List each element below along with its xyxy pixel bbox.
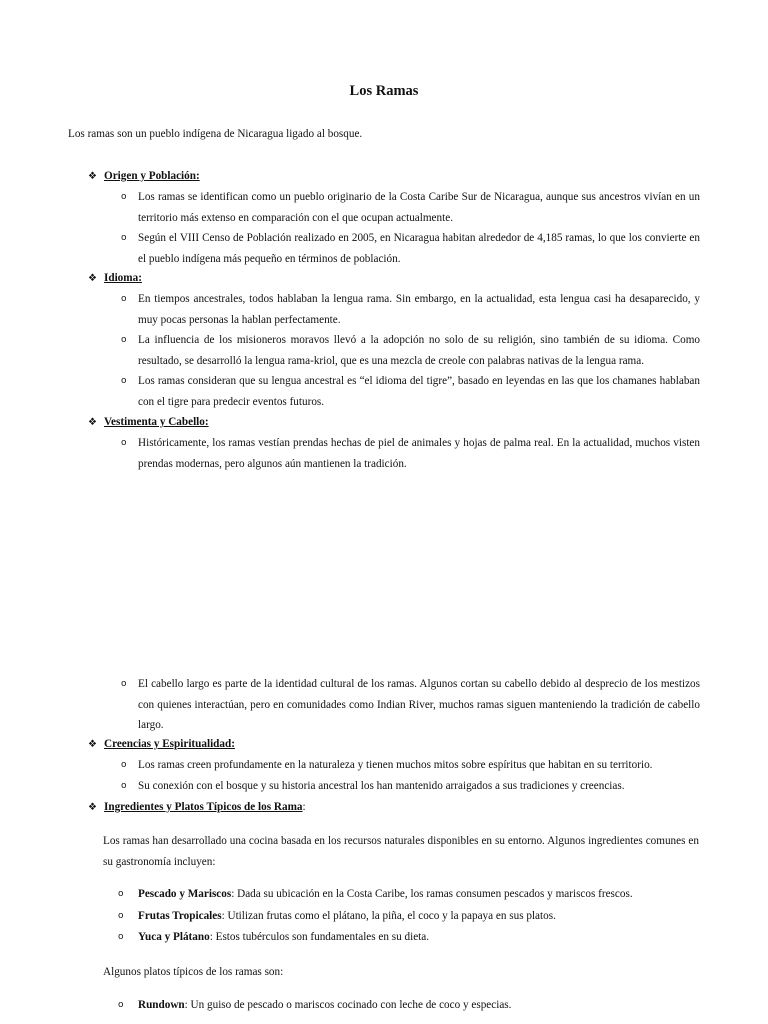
circle-bullet-icon: o: [121, 679, 127, 689]
circle-bullet-icon: o: [118, 1000, 124, 1010]
list-item: o La influencia de los misioneros moravos llevó a la adopción no solo de su religión, sino también de su idioma. Como resultado, se desarrolló la lengua rama-kriol, que es una mezcla de creole con palabras nativas de la lengua rama.: [121, 330, 700, 371]
diamond-outline-bullet-icon: ❖: [88, 801, 97, 813]
diamond-bullet-icon: ❖: [88, 738, 97, 750]
section-ingredientes: ❖ Ingredientes y Platos Típicos de los Rama :: [88, 801, 306, 813]
food-intro-paragraph: Los ramas han desarrollado una cocina basada en los recursos naturales disponibles en su entorno. Algunos ingredientes comunes en su gastronomía incluyen:: [103, 835, 699, 868]
list-item: o Frutas Tropicales: Utilizan frutas como el plátano, la piña, el coco y la papaya en sus platos.: [103, 906, 699, 928]
list-item: o Los ramas creen profundamente en la naturaleza y tienen muchos mitos sobre espíritus que habitan en su territorio.: [121, 755, 700, 776]
circle-bullet-icon: o: [118, 889, 124, 899]
circle-bullet-icon: o: [118, 932, 124, 942]
list-item: o Yuca y Plátano: Estos tubérculos son fundamentales en su dieta.: [103, 927, 699, 949]
circle-bullet-icon: o: [121, 294, 127, 304]
section-vestimenta: [88, 413, 700, 474]
diamond-bullet-icon: ❖: [88, 170, 97, 182]
circle-bullet-icon: o: [118, 910, 124, 921]
intro-paragraph: Los ramas son un pueblo indígena de Nicaragua ligado al bosque.: [68, 128, 363, 140]
list-item: o Pescado y Mariscos: Dada su ubicación en la Costa Caribe, los ramas consumen pescados y mariscos frescos.: [103, 884, 699, 906]
dishes-intro: Algunos platos típicos de los ramas son:: [103, 966, 284, 978]
list-item: o El cabello largo es parte de la identidad cultural de los ramas. Algunos cortan su cabello debido al desprecio de los mestizos con quienes interactúan, pero en comunidades como Indian River, muchos ramas siguen manteniendo la tradición de cabello largo.: [121, 674, 700, 736]
list-item: o Los ramas consideran que su lengua ancestral es “el idioma del tigre”, basado en leyendas en las que los chamanes hablaban con el tigre para predecir eventos futuros.: [121, 371, 700, 412]
circle-bullet-icon: o: [121, 780, 127, 791]
list-item: o Su conexión con el bosque y su historia ancestral los han mantenido arraigados a sus tradiciones y creencias.: [121, 776, 700, 797]
page-title: Los Ramas: [349, 83, 419, 99]
circle-bullet-icon: o: [121, 335, 127, 345]
list-item: o Históricamente, los ramas vestían prendas hechas de piel de animales y hojas de palma real. En la actualidad, muchos visten prendas modernas, pero algunos aún mantienen la tradición.: [121, 433, 700, 474]
section-heading: Creencias y Espiritualidad:: [104, 738, 235, 750]
dishes-list: [103, 995, 699, 1017]
section-vestimenta-continued: [88, 674, 700, 736]
circle-bullet-icon: o: [121, 760, 127, 770]
section-heading: Vestimenta y Cabello:: [104, 416, 209, 428]
diamond-bullet-icon: ❖: [88, 272, 97, 284]
section-creencias: [88, 735, 700, 796]
list-item: o Según el VIII Censo de Población realizado en 2005, en Nicaragua habitan alrededor de 4,185 ramas, lo que los convierte en el pueblo indígena más pequeño en términos de población.: [121, 228, 700, 269]
section-idioma: [88, 269, 700, 412]
circle-bullet-icon: o: [121, 192, 127, 202]
circle-bullet-icon: o: [121, 376, 127, 386]
section-origen: [88, 167, 700, 269]
ingredients-list: [103, 884, 699, 949]
section-heading: Ingredientes y Platos Típicos de los Rama: [104, 801, 303, 813]
list-item: o Rundown: Un guiso de pescado o mariscos cocinado con leche de coco y especias.: [103, 995, 699, 1017]
diamond-bullet-icon: ❖: [88, 416, 97, 428]
list-item: o En tiempos ancestrales, todos hablaban la lengua rama. Sin embargo, en la actualidad, esta lengua casi ha desaparecido, y muy pocas personas la hablan perfectamente.: [121, 289, 700, 330]
section-heading: Idioma:: [104, 272, 142, 284]
list-item: o Los ramas se identifican como un pueblo originario de la Costa Caribe Sur de Nicaragua, aunque sus ancestros vivían en un territorio más extenso en comparación con el que ocupan actualmente.: [121, 187, 700, 228]
section-heading: Origen y Población:: [104, 170, 200, 182]
circle-bullet-icon: o: [121, 233, 127, 243]
circle-bullet-icon: o: [121, 438, 127, 448]
